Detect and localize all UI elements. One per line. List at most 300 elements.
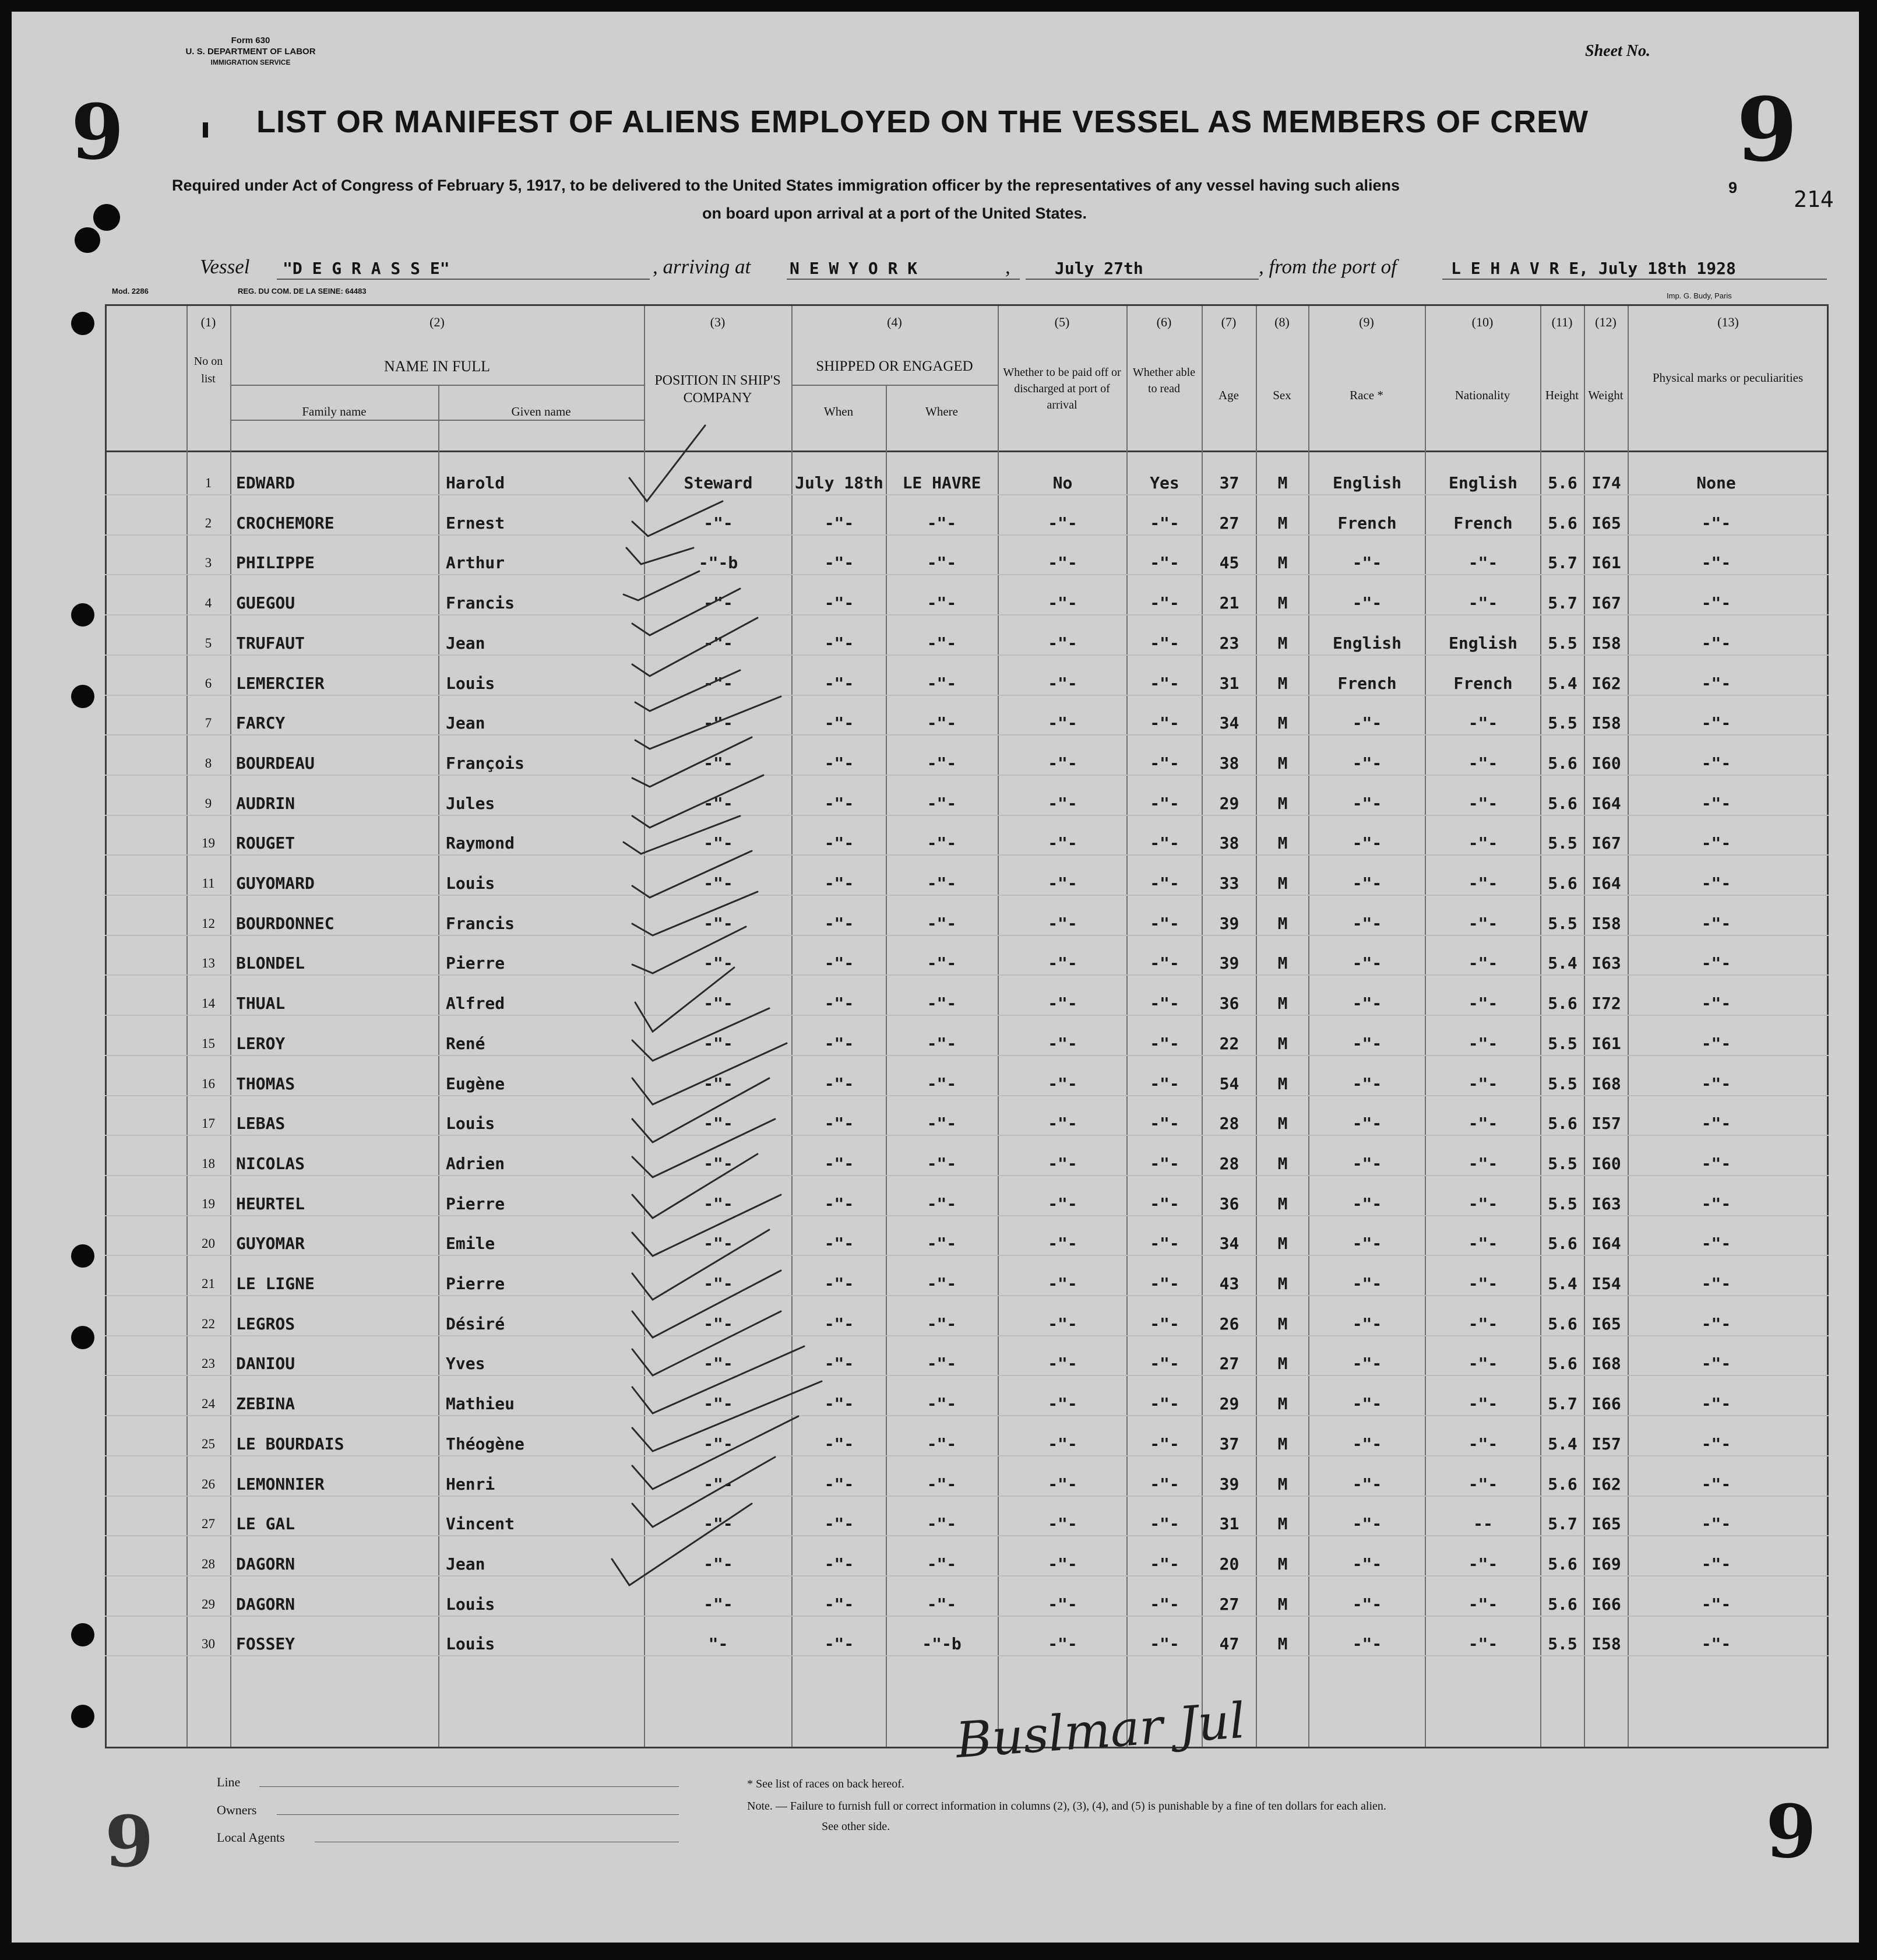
- cell-age: 37: [1219, 1434, 1239, 1454]
- cell-weight: I63: [1591, 953, 1621, 973]
- header-paid-off: Whether to be paid off or discharged at port of arrival: [1003, 366, 1121, 411]
- cell-race: -"-: [1352, 553, 1382, 572]
- cell-read: -"-: [1150, 1194, 1179, 1213]
- col-sep: [886, 385, 887, 1747]
- row-rule: [105, 815, 1829, 816]
- cell-weight: I67: [1591, 833, 1621, 853]
- cell-nationality: English: [1448, 473, 1517, 492]
- cell-paid: -"-: [1048, 1434, 1077, 1454]
- cell-nationality: --: [1473, 1514, 1493, 1533]
- cell-age: 29: [1219, 794, 1239, 813]
- cell-given: Yves: [446, 1354, 485, 1373]
- cell-given: Jean: [446, 713, 485, 733]
- check-mark: [624, 571, 699, 600]
- cell-age: 39: [1219, 1475, 1239, 1494]
- cell-sex: M: [1277, 1434, 1288, 1454]
- check-mark: [632, 1381, 822, 1451]
- row-rule: [105, 574, 1829, 575]
- page-mark-left: 9: [71, 87, 124, 177]
- cell-marks: -"-: [1701, 1314, 1731, 1333]
- cell-marks: -"-: [1701, 833, 1731, 853]
- cell-read: -"-: [1150, 953, 1179, 973]
- cell-family: HEURTEL: [236, 1194, 305, 1213]
- row-rule: [105, 1175, 1829, 1176]
- cell-age: 36: [1219, 994, 1239, 1013]
- cell-where: -"-: [927, 1194, 957, 1213]
- cell-marks: -"-: [1701, 1354, 1731, 1373]
- cell-position: -"-: [703, 674, 733, 693]
- date-fill-line: [1026, 279, 1259, 280]
- cell-age: 54: [1219, 1074, 1239, 1093]
- cell-read: -"-: [1150, 674, 1179, 693]
- cell-read: -"-: [1150, 994, 1179, 1013]
- cell-weight: I61: [1591, 1034, 1621, 1053]
- cell-race: -"-: [1352, 1554, 1382, 1574]
- cell-read: -"-: [1150, 1314, 1179, 1333]
- check-mark: [632, 1043, 787, 1104]
- cell-given: Pierre: [446, 953, 505, 973]
- cell-position: -"-: [703, 1354, 733, 1373]
- cell-sex: M: [1277, 994, 1288, 1013]
- cell-height: 5.6: [1548, 513, 1577, 533]
- cell-given: François: [446, 754, 524, 773]
- cell-paid: -"-: [1048, 1074, 1077, 1093]
- cell-nationality: -"-: [1468, 553, 1498, 572]
- check-mark: [635, 696, 781, 749]
- row-rule: [105, 1335, 1829, 1336]
- cell-nationality: -"-: [1468, 994, 1498, 1013]
- cell-paid: -"-: [1048, 1034, 1077, 1053]
- cell-family: AUDRIN: [236, 794, 295, 813]
- cell-paid: -"-: [1048, 833, 1077, 853]
- row-rule: [105, 1495, 1829, 1497]
- cell-paid: -"-: [1048, 1194, 1077, 1213]
- cell-read: -"-: [1150, 1554, 1179, 1574]
- cell-family: GUYOMARD: [236, 874, 315, 893]
- cell-height: 5.6: [1548, 874, 1577, 893]
- header-no-on-list: No on list: [193, 355, 223, 385]
- cell-family: GUEGOU: [236, 593, 295, 613]
- row-number: 19: [202, 1197, 215, 1211]
- cell-race: -"-: [1352, 1394, 1382, 1413]
- col-num: (3): [710, 315, 726, 329]
- cell-family: LE GAL: [236, 1514, 295, 1533]
- cell-where: -"-: [927, 914, 957, 933]
- row-rule: [105, 1655, 1829, 1656]
- cell-weight: I66: [1591, 1595, 1621, 1614]
- cell-read: -"-: [1150, 914, 1179, 933]
- footer-races-note: * See list of races on back hereof.: [747, 1778, 904, 1790]
- footer-line-fill: [259, 1786, 679, 1787]
- row-rule: [105, 895, 1829, 896]
- binder-hole: [71, 1623, 94, 1646]
- cell-weight: I61: [1591, 553, 1621, 572]
- cell-where: -"-: [927, 553, 957, 572]
- col-num: (2): [429, 315, 445, 329]
- header-able-read: Whether able to read: [1132, 366, 1196, 395]
- cell-given: Louis: [446, 1114, 495, 1133]
- row-number: 7: [205, 716, 212, 730]
- cell-height: 5.6: [1548, 754, 1577, 773]
- cell-sex: M: [1277, 1194, 1288, 1213]
- row-rule: [105, 614, 1829, 615]
- row-rule: [105, 1215, 1829, 1216]
- cell-position: -"-: [703, 1194, 733, 1213]
- cell-family: PHILIPPE: [236, 553, 315, 572]
- cell-paid: -"-: [1048, 674, 1077, 693]
- cell-sex: M: [1277, 1554, 1288, 1574]
- header-nationality: Nationality: [1455, 388, 1510, 402]
- cell-paid: -"-: [1048, 1514, 1077, 1533]
- cell-given: Vincent: [446, 1514, 515, 1533]
- reg-number: REG. DU COM. DE LA SEINE: 64483: [238, 287, 367, 295]
- cell-marks: -"-: [1701, 1634, 1731, 1653]
- cell-given: Arthur: [446, 553, 505, 572]
- row-number: 8: [205, 756, 212, 770]
- cell-position: -"-: [703, 833, 733, 853]
- cell-read: -"-: [1150, 1394, 1179, 1413]
- cell-marks: -"-: [1701, 1475, 1731, 1494]
- row-number: 1: [205, 476, 212, 490]
- row-number: 3: [205, 555, 212, 570]
- cell-nationality: -"-: [1468, 1434, 1498, 1454]
- cell-given: Francis: [446, 593, 515, 613]
- cell-paid: -"-: [1048, 1634, 1077, 1653]
- col-num: (5): [1054, 315, 1070, 329]
- cell-height: 5.6: [1548, 1234, 1577, 1253]
- row-rule: [105, 1415, 1829, 1416]
- check-mark: [632, 1195, 781, 1256]
- cell-where: -"-: [927, 794, 957, 813]
- cell-family: LEMERCIER: [236, 674, 325, 693]
- cell-position: -"-: [703, 1394, 733, 1413]
- col-num: (6): [1156, 315, 1172, 329]
- row-rule: [105, 1375, 1829, 1376]
- page-number: 214: [1794, 187, 1834, 212]
- cell-height: 5.4: [1548, 674, 1577, 693]
- cell-family: GUYOMAR: [236, 1234, 305, 1253]
- col-num: (1): [200, 315, 216, 329]
- cell-paid: -"-: [1048, 553, 1077, 572]
- cell-age: 20: [1219, 1554, 1239, 1574]
- cell-race: -"-: [1352, 1634, 1382, 1653]
- arriving-fill-line: [787, 279, 1020, 280]
- row-number: 19: [202, 836, 215, 850]
- cell-where: -"-: [927, 1154, 957, 1173]
- cell-marks: None: [1696, 473, 1736, 492]
- row-number: 16: [202, 1076, 215, 1091]
- cell-paid: -"-: [1048, 1595, 1077, 1614]
- cell-race: -"-: [1352, 1475, 1382, 1494]
- cell-when: -"-: [824, 1434, 854, 1454]
- row-rule: [105, 854, 1829, 856]
- row-number: 23: [202, 1356, 215, 1371]
- cell-position: -"-: [703, 1034, 733, 1053]
- cell-marks: -"-: [1701, 1234, 1731, 1253]
- header-where: Where: [925, 404, 958, 418]
- cell-height: 5.5: [1548, 1074, 1577, 1093]
- cell-nationality: -"-: [1468, 1554, 1498, 1574]
- binder-hole: [71, 1244, 94, 1268]
- cell-sex: M: [1277, 1234, 1288, 1253]
- cell-race: English: [1332, 634, 1401, 653]
- cell-where: LE HAVRE: [902, 473, 981, 492]
- cell-nationality: -"-: [1468, 1114, 1498, 1133]
- bottom-right-mark: 9: [1766, 1789, 1816, 1874]
- cell-read: -"-: [1150, 1074, 1179, 1093]
- cell-nationality: -"-: [1468, 1194, 1498, 1213]
- cell-paid: -"-: [1048, 1274, 1077, 1293]
- side-mark: 9: [1728, 179, 1738, 196]
- cell-position: "-: [708, 1634, 728, 1653]
- cell-marks: -"-: [1701, 953, 1731, 973]
- cell-nationality: -"-: [1468, 1595, 1498, 1614]
- cell-when: -"-: [824, 674, 854, 693]
- cell-read: -"-: [1150, 1634, 1179, 1653]
- cell-sex: M: [1277, 1034, 1288, 1053]
- cell-height: 5.5: [1548, 833, 1577, 853]
- cell-weight: I64: [1591, 794, 1621, 813]
- cell-weight: I74: [1591, 473, 1621, 492]
- cell-height: 5.4: [1548, 1434, 1577, 1454]
- cell-sex: M: [1277, 953, 1288, 973]
- cell-nationality: -"-: [1468, 953, 1498, 973]
- footer-line-label: Line: [217, 1775, 241, 1789]
- cell-nationality: -"-: [1468, 1314, 1498, 1333]
- department-name: U. S. DEPARTMENT OF LABOR: [185, 47, 316, 57]
- cell-paid: -"-: [1048, 794, 1077, 813]
- ink-blot: [93, 204, 120, 231]
- cell-height: 5.6: [1548, 1314, 1577, 1333]
- name-subhead-rule: [230, 385, 644, 386]
- binder-hole: [71, 685, 94, 708]
- check-mark: [632, 1008, 769, 1061]
- cell-position: -"-: [703, 1314, 733, 1333]
- cell-race: -"-: [1352, 794, 1382, 813]
- cell-marks: -"-: [1701, 634, 1731, 653]
- row-number: 17: [202, 1116, 215, 1131]
- form-number: Form 630: [231, 36, 270, 45]
- cell-age: 26: [1219, 1314, 1239, 1333]
- col-num: (9): [1359, 315, 1374, 329]
- check-mark: [632, 737, 752, 787]
- cell-race: -"-: [1352, 1154, 1382, 1173]
- cell-race: -"-: [1352, 1354, 1382, 1373]
- cell-where: -"-: [927, 1274, 957, 1293]
- cell-weight: I58: [1591, 713, 1621, 733]
- cell-race: -"-: [1352, 1434, 1382, 1454]
- cell-weight: I58: [1591, 914, 1621, 933]
- header-marks: Physical marks or peculiarities: [1652, 371, 1804, 385]
- cell-sex: M: [1277, 754, 1288, 773]
- cell-marks: -"-: [1701, 1034, 1731, 1053]
- cell-given: Louis: [446, 1634, 495, 1653]
- cell-given: Désiré: [446, 1314, 505, 1333]
- row-rule: [105, 1055, 1829, 1056]
- cell-race: -"-: [1352, 1194, 1382, 1213]
- cell-read: -"-: [1150, 634, 1179, 653]
- cell-race: -"-: [1352, 713, 1382, 733]
- cell-race: -"-: [1352, 1074, 1382, 1093]
- row-rule: [105, 654, 1829, 656]
- row-rule: [105, 1575, 1829, 1577]
- cell-when: -"-: [824, 914, 854, 933]
- col-num: (4): [887, 315, 902, 329]
- cell-marks: -"-: [1701, 914, 1731, 933]
- cell-when: -"-: [824, 553, 854, 572]
- cell-age: 38: [1219, 754, 1239, 773]
- row-rule: [105, 534, 1829, 536]
- cell-height: 5.7: [1548, 1394, 1577, 1413]
- cell-race: -"-: [1352, 1034, 1382, 1053]
- cell-position: -"-: [703, 1475, 733, 1494]
- printer-name: Imp. G. Budy, Paris: [1667, 291, 1732, 300]
- cell-race: -"-: [1352, 754, 1382, 773]
- shipped-subhead-rule: [791, 385, 998, 386]
- cell-sex: M: [1277, 473, 1288, 492]
- cell-read: -"-: [1150, 1034, 1179, 1053]
- manifest-sheet: [12, 12, 1859, 1943]
- header-age: Age: [1219, 388, 1239, 402]
- cell-marks: -"-: [1701, 593, 1731, 613]
- row-rule: [105, 1255, 1829, 1256]
- page-mark-right: 9: [1737, 79, 1798, 181]
- cell-age: 27: [1219, 1595, 1239, 1614]
- cell-weight: I68: [1591, 1354, 1621, 1373]
- cell-read: -"-: [1150, 1234, 1179, 1253]
- cell-race: -"-: [1352, 1314, 1382, 1333]
- cell-height: 5.6: [1548, 1114, 1577, 1133]
- cell-read: -"-: [1150, 833, 1179, 853]
- cell-marks: -"-: [1701, 1194, 1731, 1213]
- cell-paid: -"-: [1048, 1314, 1077, 1333]
- cell-read: -"-: [1150, 1354, 1179, 1373]
- cell-where: -"-: [927, 1434, 957, 1454]
- cell-race: -"-: [1352, 874, 1382, 893]
- cell-sex: M: [1277, 1514, 1288, 1533]
- cell-race: -"-: [1352, 1274, 1382, 1293]
- cell-weight: I60: [1591, 754, 1621, 773]
- row-number: 21: [202, 1276, 215, 1291]
- check-mark: [632, 775, 763, 828]
- row-rule: [105, 974, 1829, 976]
- cell-family: DANIOU: [236, 1354, 295, 1373]
- cell-race: English: [1332, 473, 1401, 492]
- cell-read: -"-: [1150, 1154, 1179, 1173]
- cell-age: 37: [1219, 473, 1239, 492]
- cell-weight: I63: [1591, 1194, 1621, 1213]
- cell-where: -"-: [927, 1034, 957, 1053]
- row-number: 9: [205, 796, 212, 811]
- cell-marks: -"-: [1701, 674, 1731, 693]
- cell-height: 5.6: [1548, 1554, 1577, 1574]
- cell-nationality: French: [1453, 513, 1513, 533]
- cell-weight: I67: [1591, 593, 1621, 613]
- cell-weight: I60: [1591, 1154, 1621, 1173]
- cell-nationality: -"-: [1468, 1475, 1498, 1494]
- header-height: Height: [1545, 388, 1579, 402]
- col-sep: [438, 385, 439, 1747]
- cell-nationality: -"-: [1468, 754, 1498, 773]
- check-mark: [626, 548, 693, 564]
- footer-fine-note: Note. — Failure to furnish full or correct information in columns (2), (3), (4), and (5) is punishable by a fine of ten dollars for each alien.: [747, 1800, 1386, 1813]
- cell-where: -"-: [927, 1554, 957, 1574]
- cell-when: -"-: [824, 513, 854, 533]
- cell-sex: M: [1277, 1394, 1288, 1413]
- cell-when: -"-: [824, 1154, 854, 1173]
- cell-age: 27: [1219, 513, 1239, 533]
- cell-race: -"-: [1352, 1514, 1382, 1533]
- cell-sex: M: [1277, 1314, 1288, 1333]
- cell-weight: I62: [1591, 1475, 1621, 1494]
- cell-marks: -"-: [1701, 1074, 1731, 1093]
- from-fill-line: [1442, 279, 1827, 280]
- cell-where: -"-: [927, 1394, 957, 1413]
- col-num: (13): [1717, 315, 1739, 329]
- cell-marks: -"-: [1701, 1514, 1731, 1533]
- cell-read: -"-: [1150, 513, 1179, 533]
- cell-sex: M: [1277, 713, 1288, 733]
- cell-family: THUAL: [236, 994, 286, 1013]
- cell-where: -"-: [927, 1514, 957, 1533]
- cell-nationality: -"-: [1468, 833, 1498, 853]
- cell-age: 22: [1219, 1034, 1239, 1053]
- header-given-name: Given name: [511, 404, 571, 418]
- cell-read: Yes: [1150, 473, 1179, 492]
- cell-race: French: [1337, 513, 1397, 533]
- cell-given: Théogène: [446, 1434, 524, 1454]
- check-mark: [632, 1457, 775, 1527]
- cell-family: LE BOURDAIS: [236, 1434, 344, 1454]
- cell-paid: -"-: [1048, 634, 1077, 653]
- cell-family: FARCY: [236, 713, 286, 733]
- cell-where: -"-: [927, 1114, 957, 1133]
- row-number: 20: [202, 1236, 215, 1251]
- row-rule: [105, 935, 1829, 936]
- cell-age: 47: [1219, 1634, 1239, 1653]
- cell-position: -"-: [703, 1114, 733, 1133]
- cell-race: -"-: [1352, 1595, 1382, 1614]
- cell-where: -"-: [927, 674, 957, 693]
- binder-hole: [71, 603, 94, 627]
- cell-family: LEMONNIER: [236, 1475, 325, 1494]
- row-number: 25: [202, 1437, 215, 1451]
- check-mark: [632, 1119, 775, 1177]
- cell-position: -"-: [703, 593, 733, 613]
- mod-number: Mod. 2286: [112, 287, 149, 295]
- cell-paid: -"-: [1048, 994, 1077, 1013]
- cell-nationality: -"-: [1468, 914, 1498, 933]
- col-num: (12): [1595, 315, 1617, 329]
- subtitle-line-2: on board upon arrival at a port of the United States.: [702, 205, 1087, 222]
- cell-given: Jean: [446, 634, 485, 653]
- cell-family: LE LIGNE: [236, 1274, 315, 1293]
- cell-height: 5.5: [1548, 914, 1577, 933]
- cell-when: -"-: [824, 1234, 854, 1253]
- header-bottom-rule: [105, 451, 1829, 452]
- cell-position: Steward: [684, 473, 753, 492]
- cell-nationality: -"-: [1468, 1074, 1498, 1093]
- comma-sep: ,: [1005, 255, 1010, 278]
- cell-marks: -"-: [1701, 1394, 1731, 1413]
- cell-nationality: -"-: [1468, 1034, 1498, 1053]
- check-mark: [612, 1504, 752, 1585]
- header-sex: Sex: [1273, 388, 1291, 402]
- cell-sex: M: [1277, 674, 1288, 693]
- cell-family: BLONDEL: [236, 953, 305, 973]
- cell-family: THOMAS: [236, 1074, 295, 1093]
- cell-when: -"-: [824, 1394, 854, 1413]
